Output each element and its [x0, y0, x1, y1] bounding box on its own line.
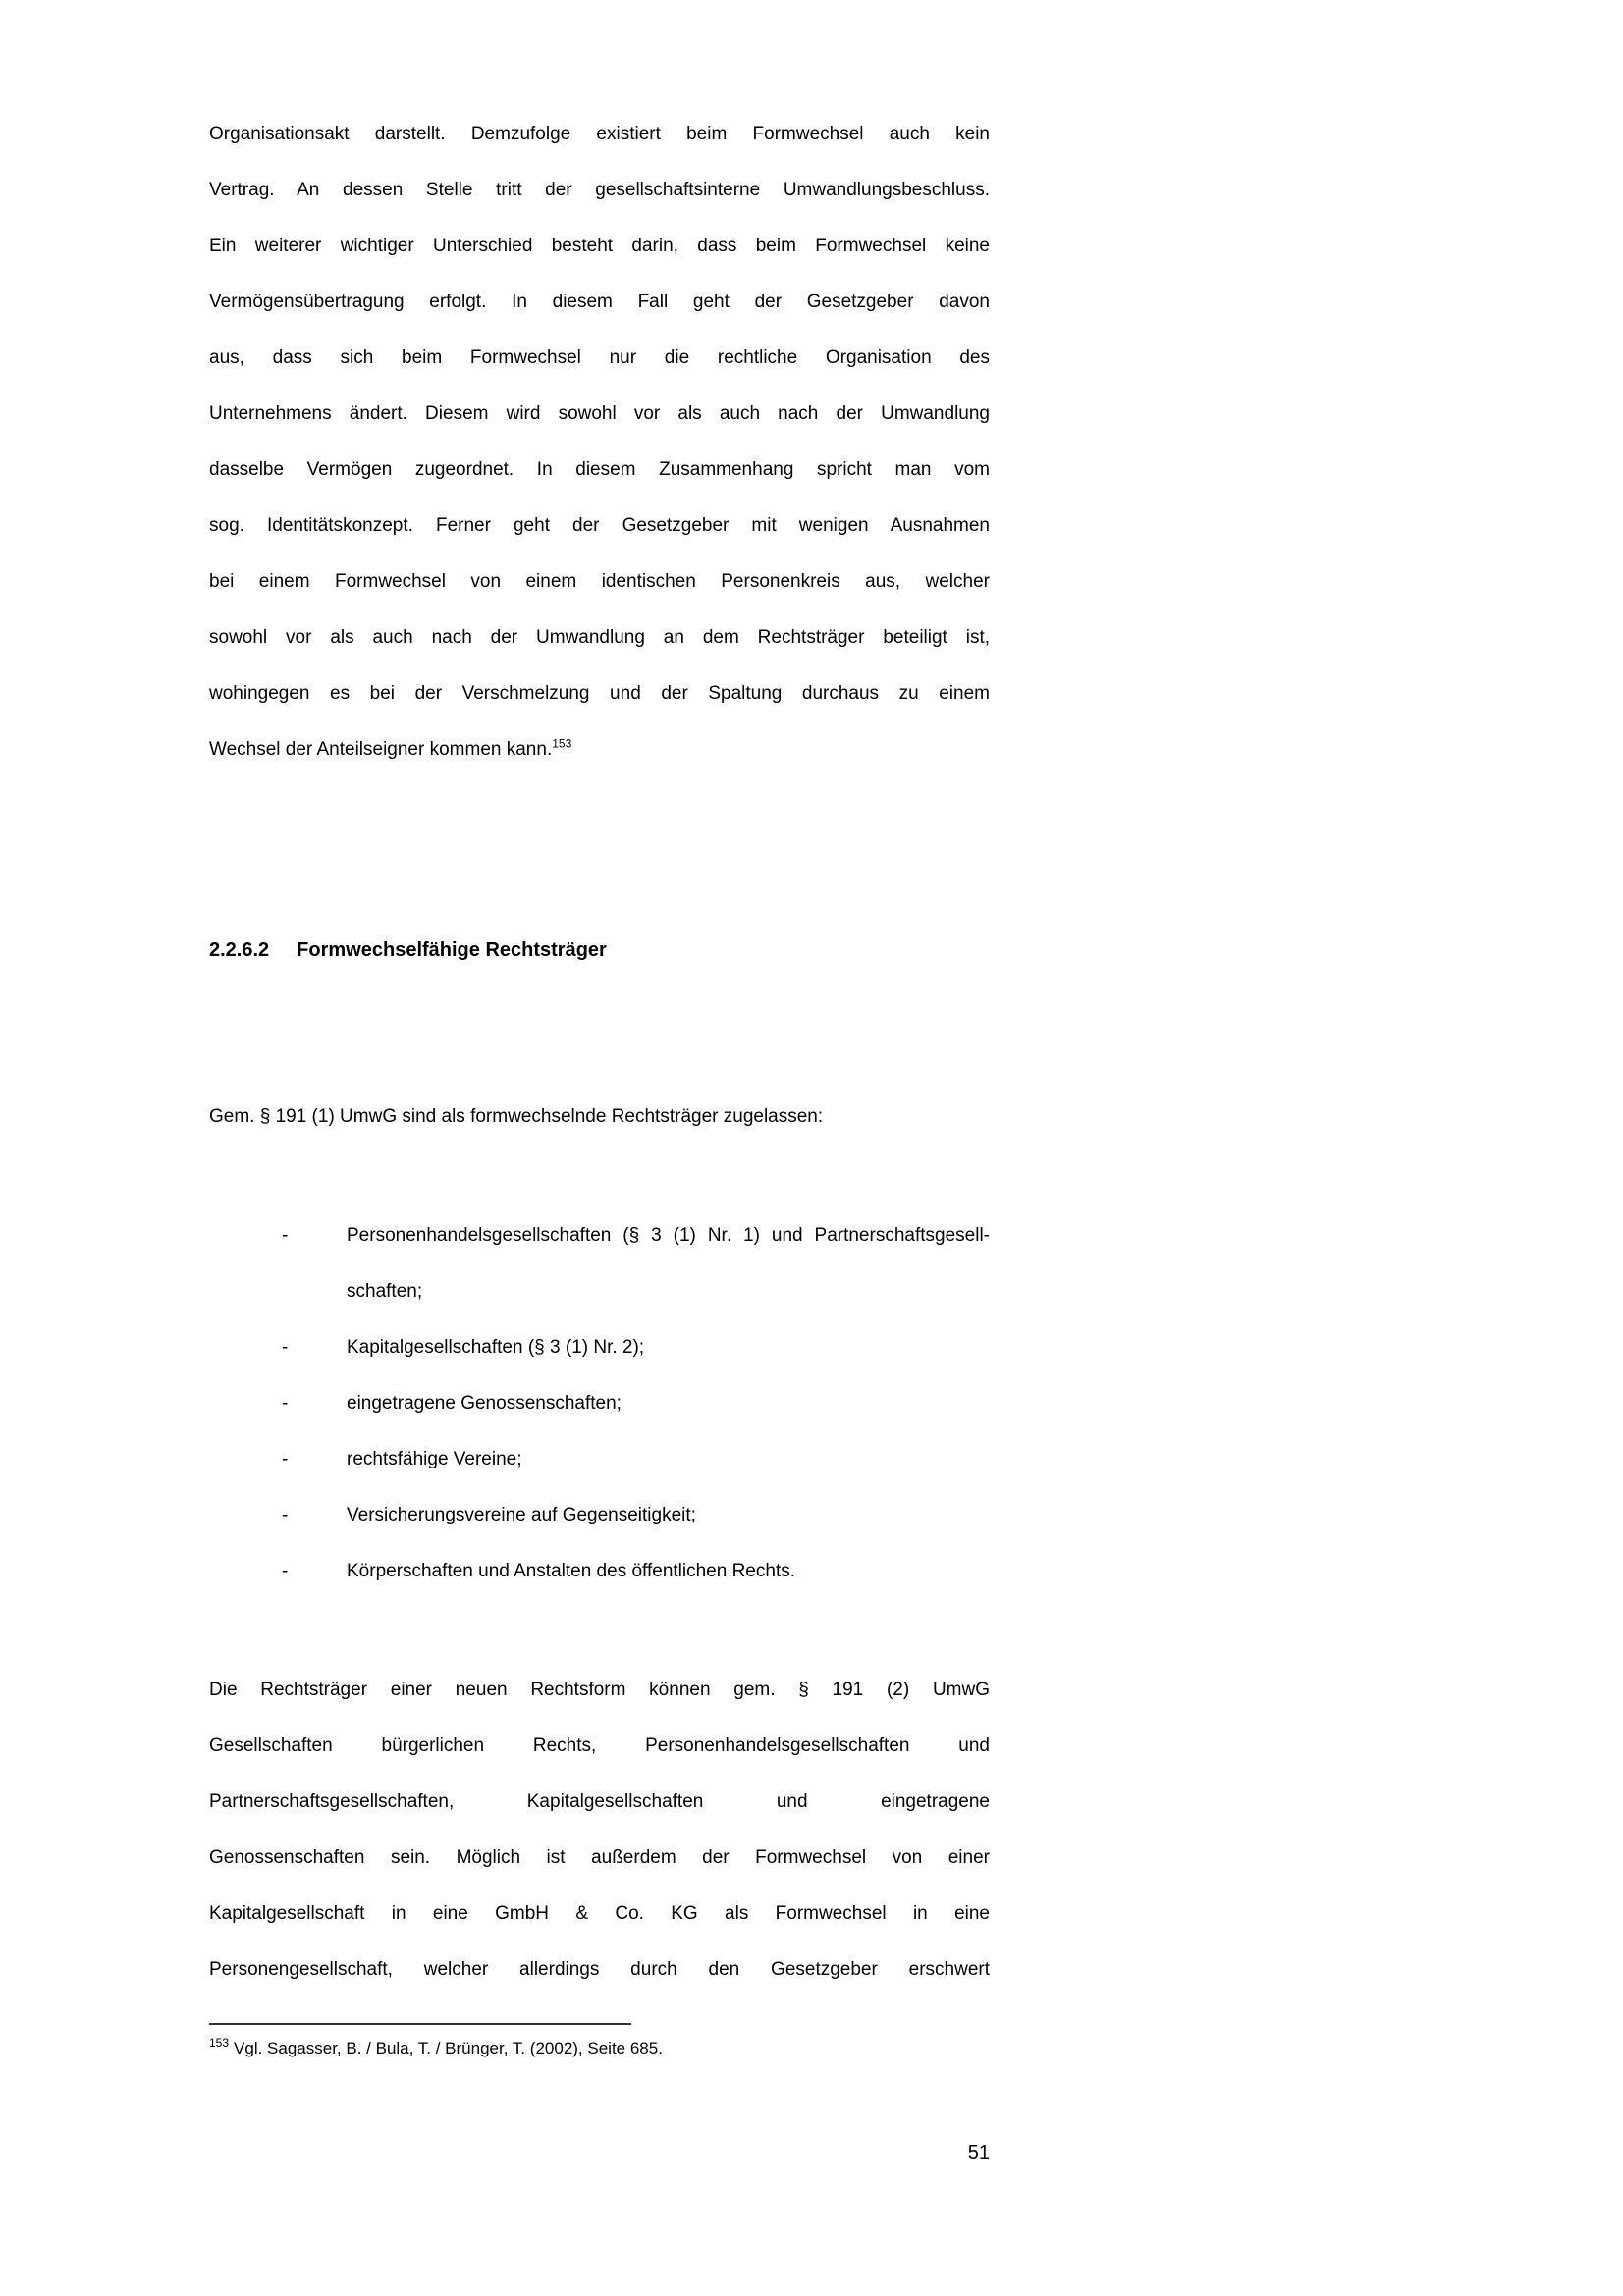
footnote [209, 2025, 990, 2064]
text-line: wohingegen es bei der Verschmelzung und der Spaltung durchaus zu einem [209, 683, 990, 704]
text-line: Gesellschaften bürgerlichen Rechts, Personenhandelsgesellschaften und [209, 1735, 990, 1756]
footnote-marker: 153 [209, 2036, 230, 2051]
list-item [209, 1207, 990, 1319]
text-line: eingetragene Genossenschaften; [347, 1393, 622, 1414]
footnote-text: Vgl. Sagasser, B. / Bula, T. / Brünger, T. (2002), Seite 685. [234, 2039, 663, 2057]
list-item-text [347, 1375, 990, 1431]
list-item [209, 1543, 990, 1599]
paragraph-formwechsel-identitaet [209, 106, 990, 777]
list-dash-marker: - [282, 1449, 289, 1469]
list-item [209, 1375, 990, 1431]
section-title: Formwechselfähige Rechtsträger [297, 939, 607, 961]
section-number: 2.2.6.2 [209, 939, 270, 961]
text-line: sog. Identitätskonzept. Ferner geht der Gesetzgeber mit wenigen Ausnahmen [209, 515, 990, 536]
text-line: Unternehmens ändert. Diesem wird sowohl vor als auch nach der Umwandlung [209, 403, 990, 424]
text-line: Kapitalgesellschaft in eine GmbH & Co. KG als Formwechsel in eine [209, 1903, 990, 1924]
list-dash-marker: - [282, 1505, 289, 1525]
intro-line: Gem. § 191 (1) UmwG sind als formwechselnde Rechtsträger zugelassen: [209, 1106, 824, 1127]
text-line: aus, dass sich beim Formwechsel nur die rechtliche Organisation des [209, 347, 990, 368]
section-heading [209, 923, 990, 979]
text-line: Versicherungsvereine auf Gegenseitigkeit; [347, 1505, 696, 1525]
list-dash-marker: - [282, 1337, 289, 1358]
text-line: rechtsfähige Vereine; [347, 1449, 522, 1469]
text-block [209, 106, 990, 2064]
list-dash-marker: - [282, 1393, 289, 1414]
list-item-text [347, 1487, 990, 1543]
rechtstraeger-list [209, 1207, 990, 1599]
list-item [209, 1319, 990, 1375]
text-line: Körperschaften und Anstalten des öffentlichen Rechts. [347, 1561, 796, 1581]
text-line: Organisationsakt darstellt. Demzufolge existiert beim Formwechsel auch kein [209, 124, 990, 144]
paragraph-neue-rechtsform [209, 1662, 990, 1998]
text-line: bei einem Formwechsel von einem identischen Personenkreis aus, welcher [209, 571, 990, 592]
list-item [209, 1431, 990, 1487]
text-line: Die Rechtsträger einer neuen Rechtsform können gem. § 191 (2) UmwG [209, 1680, 990, 1700]
text-line: dasselbe Vermögen zugeordnet. In diesem Zusammenhang spricht man vom [209, 459, 990, 480]
list-item-text [347, 1543, 990, 1599]
text-line: Personengesellschaft, welcher allerdings durch den Gesetzgeber erschwert [209, 1959, 990, 1980]
text-line: Vermögensübertragung erfolgt. In diesem Fall geht der Gesetzgeber davon [209, 292, 990, 312]
list-dash-marker: - [282, 1561, 289, 1581]
text-line: Partnerschaftsgesellschaften, Kapitalgesellschaften und eingetragene [209, 1791, 990, 1812]
text-line: schaften; [347, 1281, 423, 1302]
page-number: 51 [967, 2142, 990, 2163]
list-item-text [347, 1431, 990, 1487]
text-line: Genossenschaften sein. Möglich ist außerdem der Formwechsel von einer [209, 1847, 990, 1868]
text-line: sowohl vor als auch nach der Umwandlung an dem Rechtsträger beteiligt ist, [209, 627, 990, 648]
text-line: Vertrag. An dessen Stelle tritt der gesellschaftsinterne Umwandlungsbeschluss. [209, 180, 990, 200]
text-line: Personenhandelsgesellschaften (§ 3 (1) Nr. 1) und Partnerschaftsgesell- [347, 1225, 990, 1246]
list-dash-marker: - [282, 1225, 289, 1246]
list-item-text [347, 1207, 990, 1319]
text-line: Wechsel der Anteilseigner kommen kann.$^{153}$ [209, 736, 572, 760]
list-item-text [347, 1319, 990, 1375]
text-line: Ein weiterer wichtiger Unterschied besteht darin, dass beim Formwechsel keine [209, 236, 990, 256]
list-item [209, 1487, 990, 1543]
text-line: Kapitalgesellschaften (§ 3 (1) Nr. 2); [347, 1337, 645, 1358]
